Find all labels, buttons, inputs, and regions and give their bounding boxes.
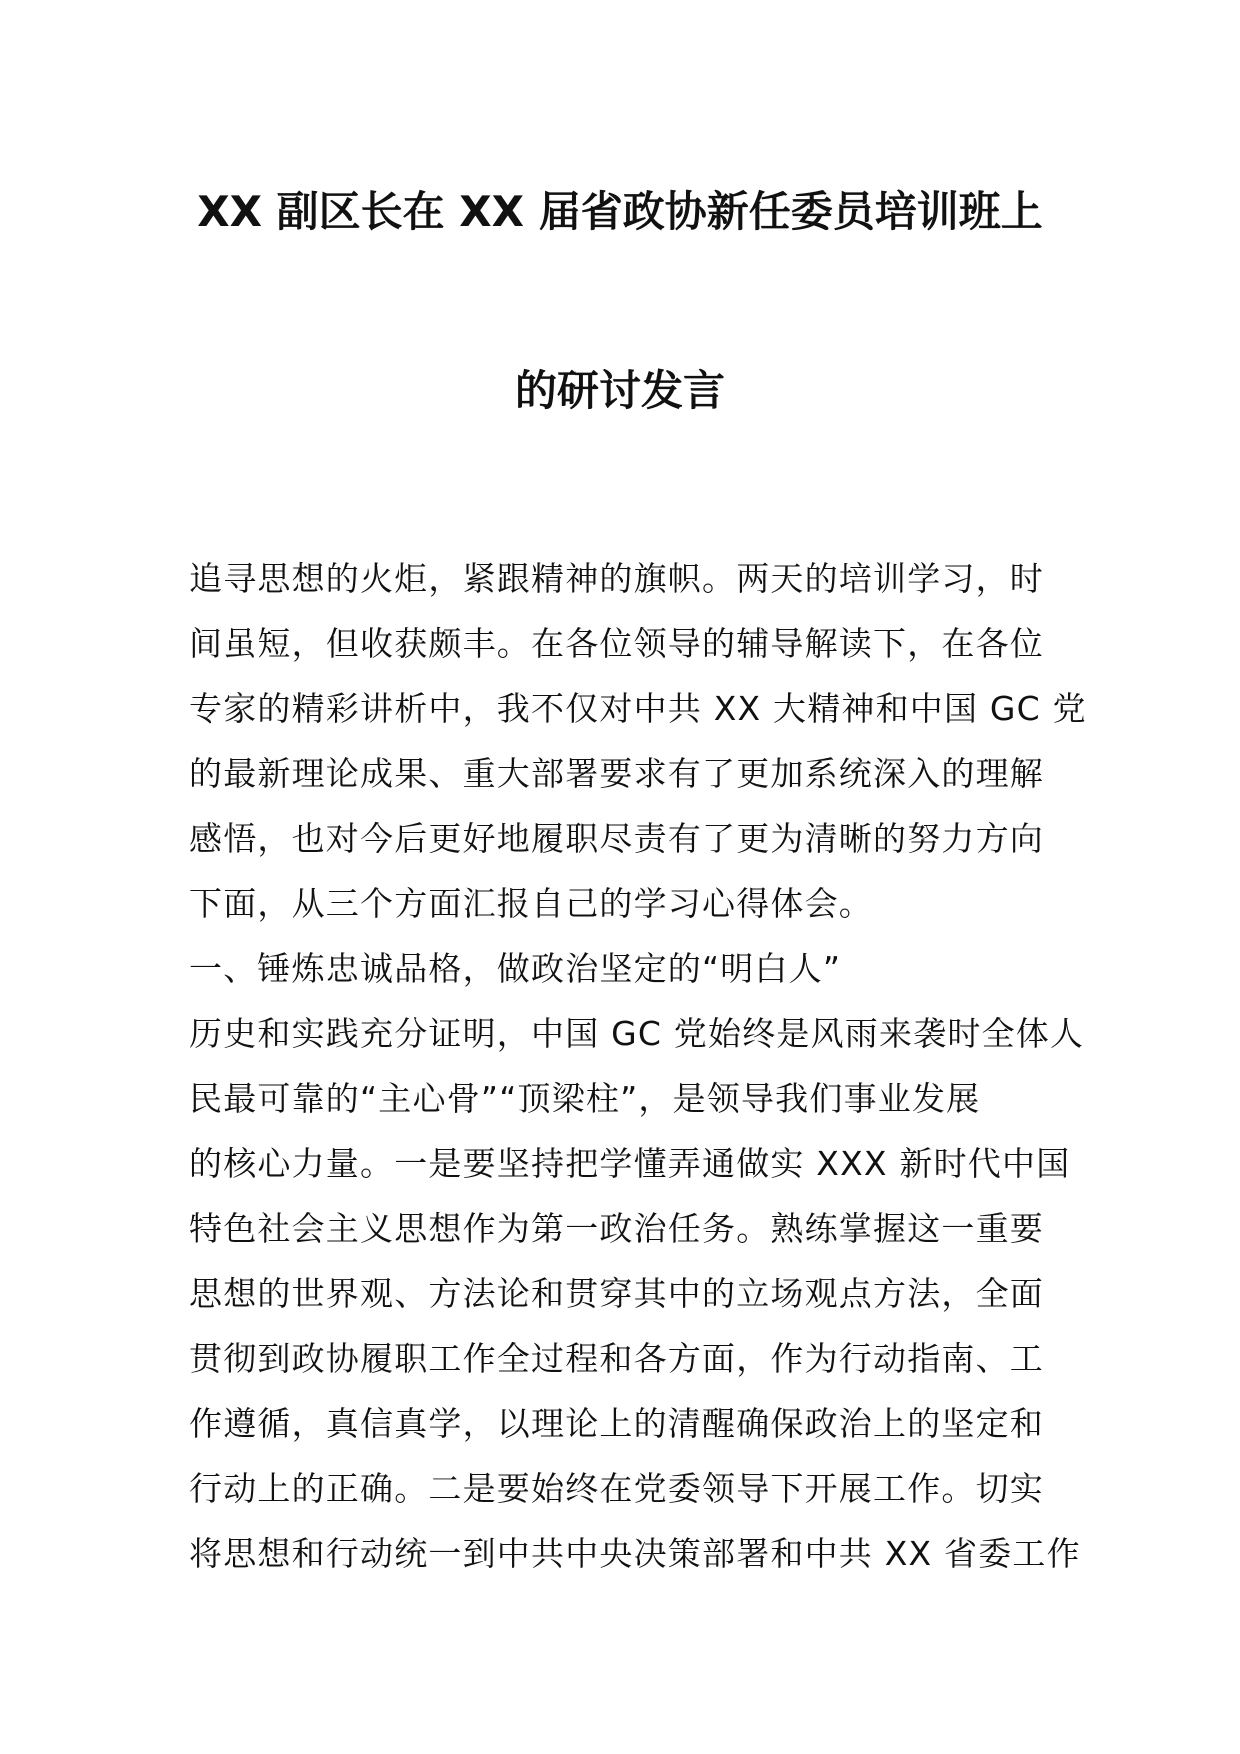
body-line: 的核心力量。一是要坚持把学懂弄通做实 XXX 新时代中国	[189, 1144, 1071, 1183]
body-line: 作遵循，真信真学，以理论上的清醒确保政治上的坚定和	[189, 1404, 1044, 1443]
document-title-line-2: 的研讨发言	[514, 366, 725, 415]
body-line: 历史和实践充分证明，中国 GC 党始终是风雨来袭时全体人	[189, 1014, 1085, 1053]
body-line: 思想的世界观、方法论和贯穿其中的立场观点方法，全面	[189, 1274, 1044, 1313]
body-line: 追寻思想的火炬，紧跟精神的旗帜。两天的培训学习，时	[189, 559, 1044, 598]
document-body	[189, 546, 1087, 1586]
body-line: 贯彻到政协履职工作全过程和各方面，作为行动指南、工	[189, 1339, 1044, 1378]
body-line: 专家的精彩讲析中，我不仅对中共 XX 大精神和中国 GC 党	[189, 689, 1087, 728]
section-heading: 一、锤炼忠诚品格，做政治坚定的“明白人”	[189, 949, 842, 988]
body-line: 下面，从三个方面汇报自己的学习心得体会。	[189, 884, 873, 923]
body-line: 间虽短，但收获颇丰。在各位领导的辅导解读下，在各位	[189, 624, 1044, 663]
body-line: 民最可靠的“主心骨”“顶梁柱”，是领导我们事业发展	[189, 1079, 981, 1118]
document-title-line-1: XX 副区长在 XX 届省政协新任委员培训班上	[197, 187, 1043, 236]
body-line: 特色社会主义思想作为第一政治任务。熟练掌握这一重要	[189, 1209, 1044, 1248]
body-line: 将思想和行动统一到中共中央决策部署和中共 XX 省委工作	[189, 1534, 1081, 1573]
body-line: 行动上的正确。二是要始终在党委领导下开展工作。切实	[189, 1469, 1044, 1508]
body-line: 感悟，也对今后更好地履职尽责有了更为清晰的努力方向	[189, 819, 1044, 858]
body-line: 的最新理论成果、重大部署要求有了更加系统深入的理解	[189, 754, 1044, 793]
